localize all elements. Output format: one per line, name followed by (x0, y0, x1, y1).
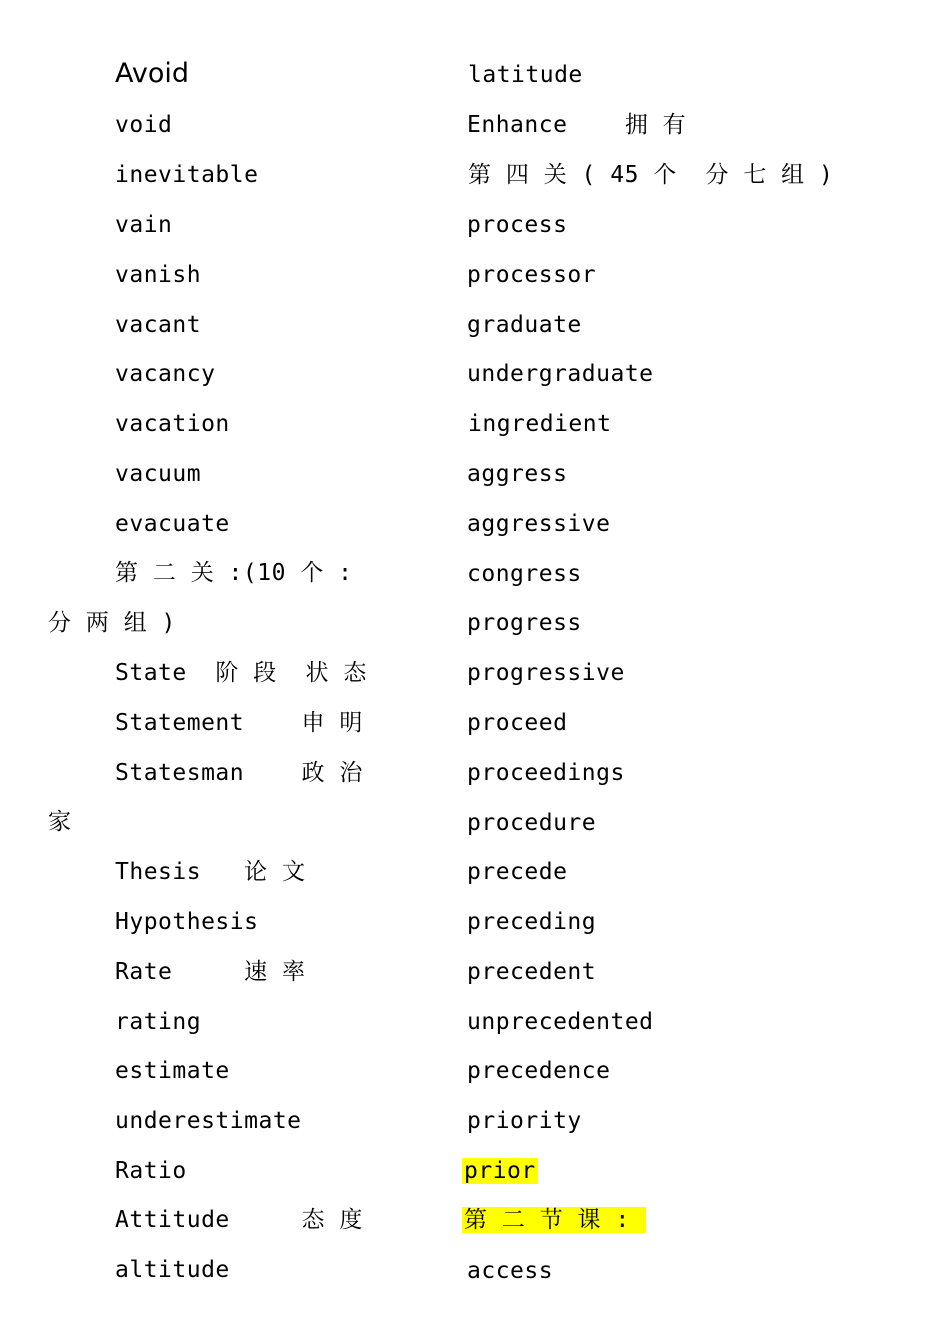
list-item: access (467, 1258, 554, 1284)
list-item: Ratio (115, 1158, 187, 1184)
section-heading: 第 二 关 :(10 个 : (115, 560, 353, 586)
list-item: progress (467, 610, 582, 636)
list-item: inevitable (115, 162, 259, 188)
list-item: Enhance 拥 有 (467, 112, 687, 138)
list-item: evacuate (115, 511, 230, 537)
list-item: graduate (467, 312, 582, 338)
highlighted-list-item: prior (464, 1158, 536, 1184)
list-item: precedent (467, 959, 597, 985)
list-item: processor (467, 262, 597, 288)
section-heading-continued: 分 两 组 ) (48, 610, 176, 636)
list-item: aggress (467, 461, 568, 487)
list-item: vacuum (115, 461, 202, 487)
list-item: Hypothesis (115, 909, 259, 935)
list-item: undergraduate (467, 361, 654, 387)
highlighted-section-heading: 第 二 节 课 : (464, 1207, 645, 1233)
list-item: Attitude 态 度 (115, 1207, 363, 1233)
list-item: ingredient (468, 411, 612, 437)
list-item: preceding (467, 909, 597, 935)
list-item: progressive (467, 660, 625, 686)
list-item: estimate (115, 1058, 230, 1084)
list-item: procedure (467, 810, 597, 836)
list-item: Statement 申 明 (115, 710, 363, 736)
list-item: congress (467, 561, 582, 587)
list-item: proceedings (467, 760, 625, 786)
list-item: altitude (115, 1257, 230, 1283)
list-item: vacancy (115, 361, 216, 387)
list-item-continued: 家 (48, 809, 72, 835)
list-item: precedence (467, 1058, 611, 1084)
list-item: Avoid (115, 58, 190, 89)
list-item: vacation (115, 411, 230, 437)
list-item: vain (115, 212, 173, 238)
list-item: Thesis 论 文 (115, 859, 306, 885)
section-heading: 第 四 关 ( 45 个 分 七 组 ) (468, 162, 834, 188)
list-item: process (467, 212, 568, 238)
list-item: priority (467, 1108, 582, 1134)
list-item: Statesman 政 治 (115, 760, 363, 786)
list-item: vanish (115, 262, 202, 288)
list-item: underestimate (115, 1108, 302, 1134)
list-item: vacant (115, 312, 202, 338)
list-item: precede (467, 859, 568, 885)
list-item: State 阶 段 状 态 (115, 660, 367, 686)
list-item: aggressive (467, 511, 611, 537)
list-item: Rate 速 率 (115, 959, 306, 985)
list-item: proceed (467, 710, 568, 736)
list-item: rating (115, 1009, 202, 1035)
list-item: void (115, 112, 173, 138)
list-item: unprecedented (467, 1009, 654, 1035)
list-item: latitude (468, 62, 583, 88)
